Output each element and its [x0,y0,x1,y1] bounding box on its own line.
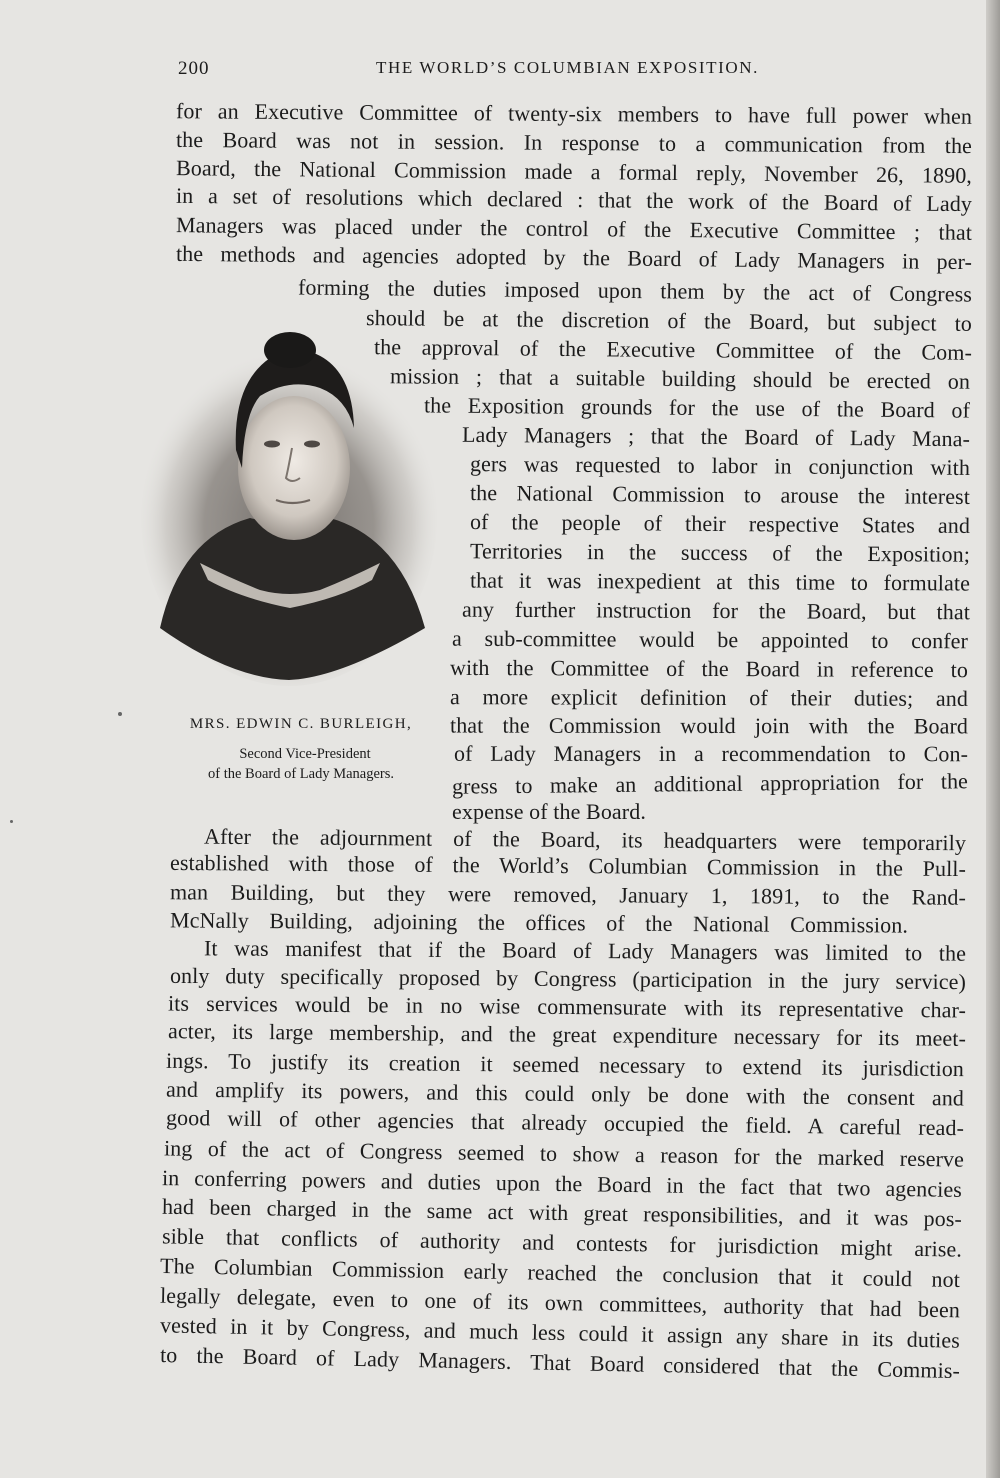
text-line: a more explicit definition of their duties; and [449,684,969,711]
text-line: It was manifest that if the Board of Lady Managers was limited to the [203,935,967,966]
portrait-engraving [140,328,438,688]
text-line: of Lady Managers in a recommendation to Con- [453,740,969,767]
text-line: Lady Managers ; that the Board of Lady Mana- [461,421,971,452]
text-line: Board, the National Commission made a formal reply, November 26, 1890, [175,155,973,188]
ink-speck [118,712,122,716]
text-line: its services would be in no wise commensurate with its representative char- [167,990,967,1023]
portrait-eye-left [264,441,280,448]
text-line: vested in it by Congress, and much less could it assign any share in its duties [159,1312,961,1353]
text-line: of the people of their respective States and [469,509,971,538]
text-line: a sub-committee would be appointed to confer [451,625,969,654]
text-line: the methods and agencies adopted by the Board of Lady Managers in per- [175,240,973,275]
portrait-eye-right [304,441,320,448]
text-line: forming the duties imposed upon them by the act of Congress [297,274,973,307]
portrait-face [238,396,350,540]
text-line: the approval of the Executive Committee of the Com- [373,334,973,365]
text-line: only duty specifically proposed by Congress (participation in the jury service) [169,962,967,995]
running-title: THE WORLD’S COLUMBIAN EXPOSITION. [376,58,760,77]
text-line: established with those of the World’s Columbian Commission in the Pull- [169,849,967,882]
text-line: to the Board of Lady Managers. That Board considered that the Commis- [159,1341,961,1384]
text-line: ings. To justify its creation it seemed necessary to extend its jurisdiction [165,1047,965,1082]
running-header [178,58,790,88]
text-line: The Columbian Commission early reached the conclusion that it could not [159,1253,961,1292]
text-line: with the Committee of the Board in reference to [449,654,969,683]
text-line: should be at the discretion of the Board, but subject to [365,305,973,336]
text-line: in conferring powers and duties upon the Board in the fact that two agencies [161,1165,963,1202]
ink-speck [10,820,13,823]
text-line: gress to make an additional appropriation for the [451,768,969,799]
caption-title-line-2: of the Board of Lady Managers. [207,766,395,782]
caption-name: MRS. EDWIN C. BURLEIGH, [189,716,413,732]
text-line: for an Executive Committee of twenty-six members to have full power when [175,98,973,129]
text-line: that the Commission would join with the Board [449,712,969,739]
text-line: expense of the Board. [452,799,646,824]
text-line: the Exposition grounds for the use of the Board of [423,392,971,423]
text-line: gers was requested to labor in conjunction with [469,451,971,480]
text-line: McNally Building, adjoining the offices of the National Commission. [169,907,909,938]
text-line: any further instruction for the Board, but that [461,596,971,625]
page-edge-shadow [986,0,1000,1478]
page-number: 200 [178,58,210,79]
text-line: man Building, but they were removed, January 1, 1891, to the Rand- [169,879,967,910]
text-line: the National Commission to arouse the interest [469,480,971,509]
text-line: legally delegate, even to one of its own committees, authority that had been [159,1282,961,1323]
text-line: and amplify its powers, and this could only be done with the consent and [165,1076,965,1111]
text-line: good will of other agencies that already occupied the field. A careful read- [165,1104,965,1141]
text-line: Territories in the success of the Exposition; [469,538,971,567]
text-line: acter, its large membership, and the great expenditure necessary for its meet- [167,1018,967,1051]
text-line: that it was inexpedient at this time to formulate [469,567,971,596]
text-line: had been charged in the same act with great responsibilities, and it was pos- [161,1193,963,1232]
caption-title-line-1: Second Vice-President [239,746,371,762]
text-line: the Board was not in session. In response to a communication from the [175,126,973,159]
text-line: in a set of resolutions which declared : that the work of the Board of Lady [175,182,973,217]
portrait-hair-bun [264,332,316,368]
text-line: ing of the act of Congress seemed to show a reason for the marked reserve [163,1135,965,1172]
text-line: Managers was placed under the control of the Executive Committee ; that [175,212,973,245]
text-line: After the adjournment of the Board, its headquarters were temporarily [203,823,967,856]
text-line: sible that conflicts of authority and contests for jurisdiction might arise. [161,1223,963,1262]
text-line: mission ; that a suitable building should be erected on [389,363,971,394]
